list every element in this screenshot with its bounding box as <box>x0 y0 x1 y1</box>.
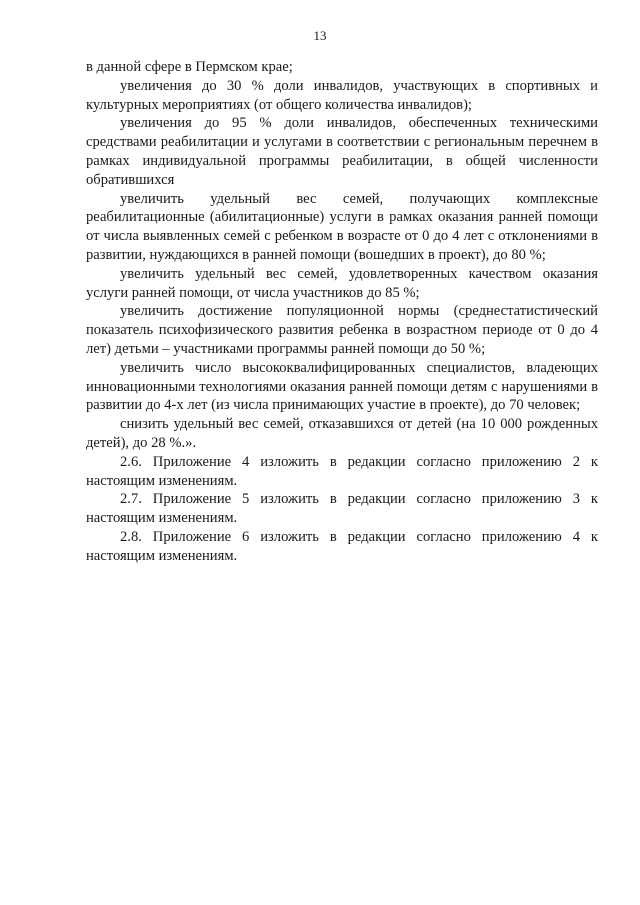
paragraph-disabled-sports-culture: увеличения до 30 % доли инвалидов, участвующих в спортивных и культурных мероприятиях (от общего количества инвалидов); <box>86 77 598 113</box>
paragraph-population-norm: увеличить достижение популяционной нормы (среднестатистический показатель психофизического развития ребенка в возрастном периоде от 0 до 4 лет) детьми – участниками программы ранней помощи до 50 %; <box>86 303 598 357</box>
paragraph-abandoned-children: снизить удельный вес семей, отказавшихся от детей (на 10 000 рожденных детей), до 28 %.». <box>86 416 598 451</box>
document-body <box>86 58 598 566</box>
paragraph-continuation: в данной сфере в Пермском крае; <box>86 59 293 75</box>
page-number: 13 <box>313 28 327 43</box>
paragraph-item-2-7: 2.7. Приложение 5 изложить в редакции согласно приложению 3 к настоящим изменениям. <box>86 491 598 527</box>
paragraph-satisfied-families: увеличить удельный вес семей, удовлетворенных качеством оказания услуги ранней помощи, от числа участников до 85 %; <box>86 265 598 301</box>
paragraph-specialists: увеличить число высококвалифицированных специалистов, владеющих инновационными технологиями оказания ранней помощи детям с нарушениями в развитии до 4-х лет (из числа принимающих участие в проекте), до 70 человек; <box>86 359 598 414</box>
paragraph-item-2-6: 2.6. Приложение 4 изложить в редакции согласно приложению 2 к настоящим изменениям. <box>86 453 598 489</box>
paragraph-item-2-8: 2.8. Приложение 6 изложить в редакции согласно приложению 4 к настоящим изменениям. <box>86 528 598 564</box>
paragraph-rehab-equipment: увеличения до 95 % доли инвалидов, обеспеченных техническими средствами реабилитации и услугами в соответствии с региональным перечнем в рамках индивидуальной программы реабилитации, в общей численности обратившихся <box>86 115 598 188</box>
paragraph-early-help-families: увеличить удельный вес семей, получающих комплексные реабилитационные (абилитационные) услуги в рамках оказания ранней помощи от числа выявленных семей с ребенком в возрасте от 0 до 4 лет с отклонениями в развитии, нуждающихся в ранней помощи (вошедших в проект), до 80 %; <box>86 190 598 263</box>
